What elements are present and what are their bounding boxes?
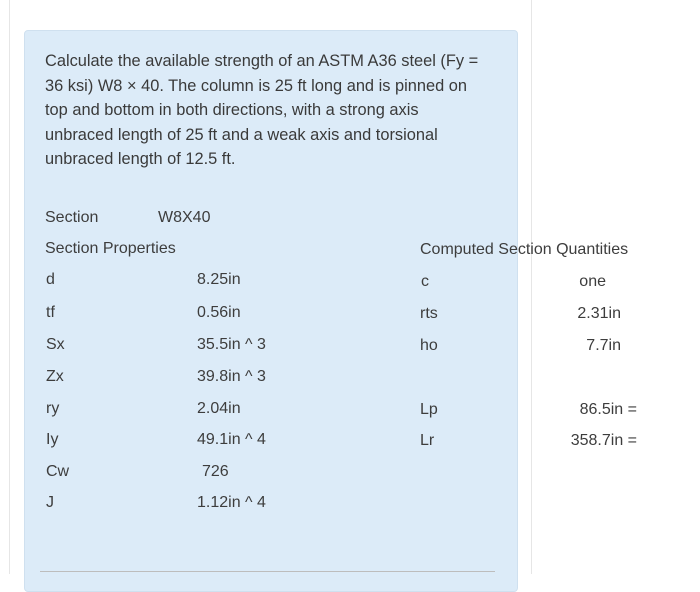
computed-value-c: one	[579, 273, 606, 290]
prop-symbol-sx: Sx	[46, 336, 65, 353]
prop-symbol-ry: ry	[46, 400, 60, 417]
prop-value-cw: 726	[202, 463, 229, 480]
computed-quantities-heading: Computed Section Quantities	[420, 241, 629, 258]
computed-symbol-ho: ho	[420, 337, 438, 354]
computed-symbol-lr: Lr	[420, 432, 435, 449]
section-value: W8X40	[158, 209, 211, 226]
prop-symbol-j: J	[46, 494, 54, 511]
prop-symbol-d: d	[46, 271, 55, 288]
page-edge-left	[9, 0, 10, 574]
computed-value-lr: 358.7in =	[570, 432, 637, 449]
prop-value-zx: 39.8in ^ 3	[197, 368, 266, 385]
prop-value-d: 8.25in	[197, 271, 241, 288]
prop-value-ry: 2.04in	[197, 400, 241, 417]
computed-value-rts: 2.31in	[577, 305, 621, 322]
prop-symbol-tf: tf	[46, 304, 55, 321]
computed-symbol-lp: Lp	[420, 401, 438, 418]
prop-value-sx: 35.5in ^ 3	[197, 336, 266, 353]
prop-value-iy: 49.1in ^ 4	[197, 431, 266, 448]
section-label: Section	[45, 209, 99, 226]
problem-statement: Calculate the available strength of an ASTM A36 steel (Fy = 36 ksi) W8 × 40. The column is 25 ft long and is pinned on top and bottom in both directions, with a strong axis unbraced length of 25 ft and a weak axis and torsional unbraced length of 12.5 ft.	[45, 52, 479, 168]
prop-symbol-iy: Iy	[46, 431, 59, 448]
section-properties-heading: Section Properties	[45, 240, 176, 257]
computed-symbol-rts: rts	[420, 305, 438, 322]
computed-symbol-c: c	[421, 273, 429, 290]
computed-value-ho: 7.7in	[586, 337, 621, 354]
computed-value-lp: 86.5in =	[579, 401, 637, 418]
prop-value-j: 1.12in ^ 4	[197, 494, 266, 511]
prop-symbol-cw: Cw	[46, 463, 70, 480]
prop-symbol-zx: Zx	[46, 368, 64, 385]
bottom-divider	[40, 571, 495, 572]
prop-value-tf: 0.56in	[197, 304, 241, 321]
